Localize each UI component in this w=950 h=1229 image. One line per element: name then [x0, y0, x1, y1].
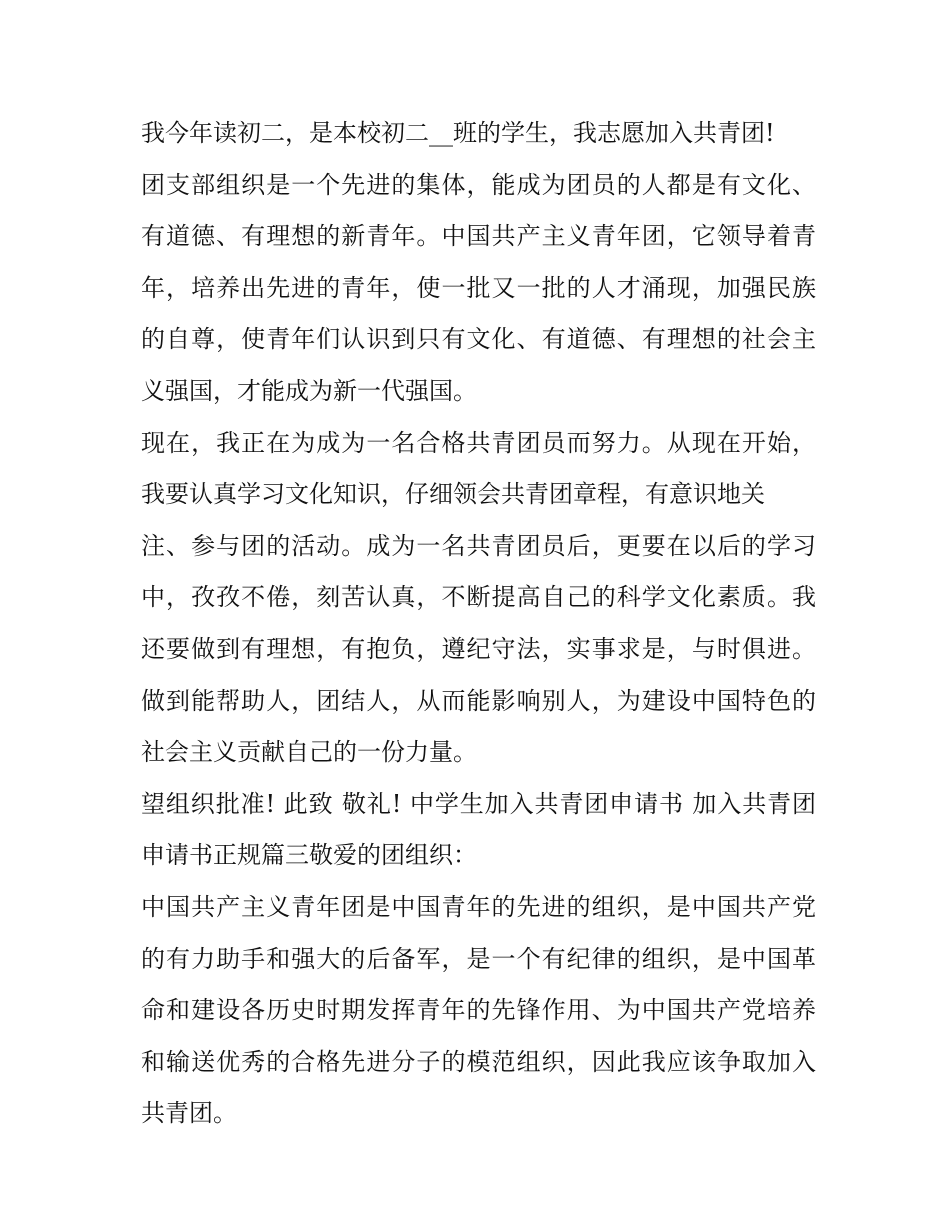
text-line: 中国共产主义青年团是中国青年的先进的组织，是中国共产党: [141, 892, 816, 921]
text-line: 团支部组织是一个先进的集体，能成为团员的人都是有文化、: [141, 170, 816, 199]
text-line: 命和建设各历史时期发挥青年的先锋作用、为中国共产党培养: [141, 996, 816, 1025]
text-line: 有道德、有理想的新青年。中国共产主义青年团，它领导着青: [141, 222, 816, 251]
text-line: 我今年读初二，是本校初二__班的学生，我志愿加入共青团!: [141, 119, 775, 147]
text-line: 社会主义贡献自己的一份力量。: [141, 738, 477, 767]
text-line: 我要认真学习文化知识，仔细领会共青团章程，有意识地关: [141, 480, 765, 509]
text-line: 还要做到有理想，有抱负，遵纪守法，实事求是，与时俱进。: [141, 634, 816, 663]
text-line: 望组织批准! 此致 敬礼! 中学生加入共青团申请书 加入共青团: [141, 789, 816, 818]
text-line: 注、参与团的活动。成为一名共青团员后，更要在以后的学习: [141, 531, 816, 560]
text-line: 的有力助手和强大的后备军，是一个有纪律的组织，是中国革: [141, 944, 816, 973]
text-line: 的自尊，使青年们认识到只有文化、有道德、有理想的社会主: [141, 325, 816, 354]
text-line: 中，孜孜不倦，刻苦认真，不断提高自己的科学文化素质。我: [141, 583, 816, 612]
text-line: 年，培养出先进的青年，使一批又一批的人才涌现，加强民族: [141, 273, 816, 302]
text-line: 做到能帮助人，团结人，从而能影响别人，为建设中国特色的: [141, 686, 816, 715]
text-line: 义强国，才能成为新一代强国。: [141, 376, 477, 405]
text-line: 现在，我正在为成为一名合格共青团员而努力。从现在开始，: [141, 428, 816, 457]
document-body: [141, 108, 816, 1140]
text-line: 共青团。: [141, 1099, 237, 1128]
text-line: 和输送优秀的合格先进分子的模范组织，因此我应该争取加入: [141, 1047, 816, 1076]
text-line: 申请书正规篇三敬爱的团组织：: [141, 841, 477, 870]
